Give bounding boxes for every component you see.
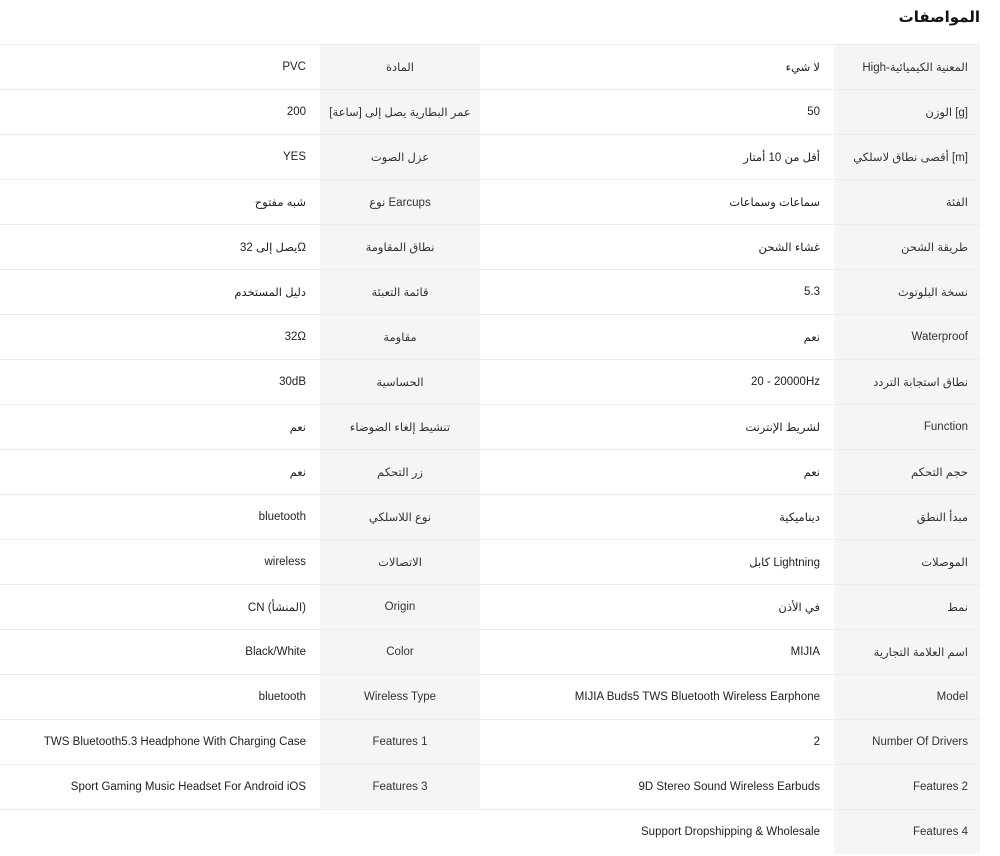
spec-row — [0, 44, 980, 89]
spec-label: المادة — [320, 45, 480, 89]
spec-pair-left — [0, 180, 480, 224]
spec-value: Support Dropshipping & Wholesale — [480, 810, 834, 854]
spec-label: عزل الصوت — [320, 135, 480, 179]
spec-value: YES — [0, 135, 320, 179]
spec-row — [0, 629, 980, 674]
spec-pair-left — [0, 270, 480, 314]
spec-value: 9D Stereo Sound Wireless Earbuds — [480, 765, 834, 809]
spec-pair-right — [480, 540, 980, 584]
spec-value: سماعات وسماعات — [480, 180, 834, 224]
spec-label: أقصى نطاق لاسلكي [m] — [834, 135, 980, 179]
spec-label: Features 1 — [320, 720, 480, 764]
spec-pair-right — [480, 405, 980, 449]
spec-label — [320, 810, 480, 854]
spec-label: Features 2 — [834, 765, 980, 809]
spec-value: أقل من 10 أمتار — [480, 135, 834, 179]
spec-value: 5.3 — [480, 270, 834, 314]
spec-value: دليل المستخدم — [0, 270, 320, 314]
spec-label: Features 4 — [834, 810, 980, 854]
spec-value: bluetooth — [0, 495, 320, 539]
spec-row — [0, 809, 980, 854]
spec-value: Sport Gaming Music Headset For Android iOS — [0, 765, 320, 809]
spec-pair-left — [0, 315, 480, 359]
spec-pair-left — [0, 540, 480, 584]
spec-value: 30dB — [0, 360, 320, 404]
spec-value: Black/White — [0, 630, 320, 674]
spec-row — [0, 359, 980, 404]
spec-pair-right — [480, 630, 980, 674]
spec-label: نوع اللاسلكي — [320, 495, 480, 539]
spec-label: مبدأ النطق — [834, 495, 980, 539]
spec-value: غشاء الشحن — [480, 225, 834, 269]
spec-pair-right — [480, 765, 980, 809]
spec-pair-left — [0, 225, 480, 269]
specifications-title: المواصفات — [898, 8, 980, 26]
spec-label: اسم العلامة التجارية — [834, 630, 980, 674]
spec-pair-right — [480, 315, 980, 359]
spec-pair-right — [480, 225, 980, 269]
spec-pair-right — [480, 270, 980, 314]
spec-pair-left — [0, 45, 480, 89]
spec-pair-left — [0, 630, 480, 674]
spec-row — [0, 719, 980, 764]
spec-pair-right — [480, 720, 980, 764]
spec-row — [0, 404, 980, 449]
spec-label: الاتصالات — [320, 540, 480, 584]
spec-label: الموصلات — [834, 540, 980, 584]
spec-pair-left — [0, 495, 480, 539]
spec-pair-right — [480, 360, 980, 404]
spec-pair-right — [480, 585, 980, 629]
spec-pair-left — [0, 90, 480, 134]
spec-value: نعم — [0, 405, 320, 449]
spec-value: لا شيء — [480, 45, 834, 89]
specifications-table — [0, 44, 980, 854]
spec-row — [0, 224, 980, 269]
spec-value: ديناميكية — [480, 495, 834, 539]
spec-value: 200 — [0, 90, 320, 134]
spec-row — [0, 584, 980, 629]
spec-pair-left — [0, 810, 480, 854]
spec-pair-left — [0, 675, 480, 719]
spec-value: كابل Lightning — [480, 540, 834, 584]
spec-value: 32Ω — [0, 315, 320, 359]
spec-pair-right — [480, 675, 980, 719]
spec-row — [0, 134, 980, 179]
spec-label: تنشيط إلغاء الضوضاء — [320, 405, 480, 449]
spec-label: Number Of Drivers — [834, 720, 980, 764]
spec-row — [0, 314, 980, 359]
spec-label: عمر البطارية يصل إلى [ساعة] — [320, 90, 480, 134]
spec-label: قائمة التعبئة — [320, 270, 480, 314]
spec-pair-left — [0, 450, 480, 494]
spec-label: الحساسية — [320, 360, 480, 404]
spec-value: PVC — [0, 45, 320, 89]
spec-pair-right — [480, 45, 980, 89]
spec-value: 2 — [480, 720, 834, 764]
spec-value: MIJIA Buds5 TWS Bluetooth Wireless Earphone — [480, 675, 834, 719]
spec-row — [0, 764, 980, 809]
spec-value: MIJIA — [480, 630, 834, 674]
spec-pair-right — [480, 810, 980, 854]
spec-value: CN (المنشأ) — [0, 585, 320, 629]
spec-label: مقاومة — [320, 315, 480, 359]
spec-value: يصل إلى 32Ω — [0, 225, 320, 269]
spec-label: نوع Earcups — [320, 180, 480, 224]
spec-pair-left — [0, 765, 480, 809]
spec-row — [0, 269, 980, 314]
spec-pair-right — [480, 495, 980, 539]
spec-label: نطاق المقاومة — [320, 225, 480, 269]
spec-pair-left — [0, 135, 480, 179]
spec-row — [0, 674, 980, 719]
spec-value: bluetooth — [0, 675, 320, 719]
spec-label: حجم التحكم — [834, 450, 980, 494]
spec-label: High-المعنية الكيميائية — [834, 45, 980, 89]
spec-value: نعم — [480, 315, 834, 359]
spec-row — [0, 179, 980, 224]
spec-pair-left — [0, 585, 480, 629]
spec-value: في الأذن — [480, 585, 834, 629]
spec-pair-right — [480, 90, 980, 134]
spec-label: Wireless Type — [320, 675, 480, 719]
spec-label: Waterproof — [834, 315, 980, 359]
spec-row — [0, 539, 980, 584]
spec-value: نعم — [480, 450, 834, 494]
spec-pair-right — [480, 450, 980, 494]
spec-value: wireless — [0, 540, 320, 584]
spec-label: الوزن [g] — [834, 90, 980, 134]
spec-value: 20 - 20000Hz — [480, 360, 834, 404]
spec-row — [0, 494, 980, 539]
spec-pair-left — [0, 720, 480, 764]
spec-label: زر التحكم — [320, 450, 480, 494]
spec-value: 50 — [480, 90, 834, 134]
spec-label: طريقة الشحن — [834, 225, 980, 269]
spec-label: نمط — [834, 585, 980, 629]
spec-value: شبه مفتوح — [0, 180, 320, 224]
spec-label: Model — [834, 675, 980, 719]
spec-label: الفئة — [834, 180, 980, 224]
spec-pair-right — [480, 180, 980, 224]
spec-pair-left — [0, 405, 480, 449]
spec-row — [0, 89, 980, 134]
spec-label: Color — [320, 630, 480, 674]
spec-value: نعم — [0, 450, 320, 494]
spec-label: Origin — [320, 585, 480, 629]
spec-label: نسخة البلوتوث — [834, 270, 980, 314]
spec-value — [0, 810, 320, 854]
spec-value: TWS Bluetooth5.3 Headphone With Charging Case — [0, 720, 320, 764]
spec-label: نطاق استجابة التردد — [834, 360, 980, 404]
spec-value: لشريط الإنترنت — [480, 405, 834, 449]
spec-pair-right — [480, 135, 980, 179]
spec-row — [0, 449, 980, 494]
spec-pair-left — [0, 360, 480, 404]
spec-label: Features 3 — [320, 765, 480, 809]
spec-label: Function — [834, 405, 980, 449]
